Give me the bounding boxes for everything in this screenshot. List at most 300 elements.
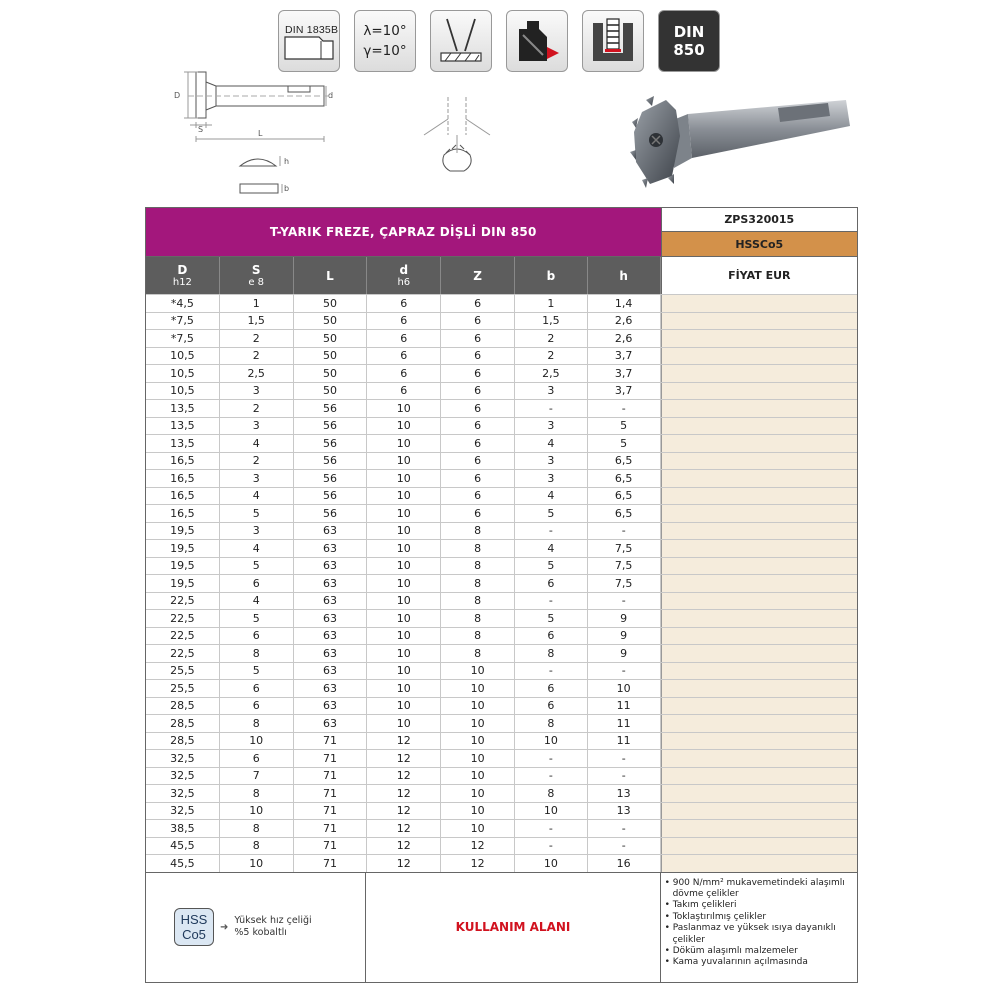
table-cell: 56: [294, 505, 368, 522]
table-cell: 10: [588, 680, 661, 697]
table-cell: 13,5: [146, 418, 220, 435]
table-cell: 5: [588, 435, 661, 452]
table-row: [146, 347, 857, 365]
price-cell: [661, 803, 857, 820]
table-cell: 25,5: [146, 663, 220, 680]
table-cell: 5: [515, 610, 588, 627]
table-cell: 6,5: [588, 470, 661, 487]
price-cell: [661, 313, 857, 330]
header-h: h: [588, 257, 661, 294]
table-cell: 63: [294, 593, 368, 610]
table-cell: 8: [441, 628, 515, 645]
table-cell: 5: [220, 505, 294, 522]
table-cell: -: [515, 768, 588, 785]
table-cell: 71: [294, 750, 368, 767]
price-cell: [661, 365, 857, 382]
table-cell: 3,7: [588, 348, 661, 365]
hss-co5-badge: HSS Co5: [174, 908, 214, 946]
table-cell: 8: [515, 785, 588, 802]
table-row: [146, 644, 857, 662]
table-cell: 25,5: [146, 680, 220, 697]
table-cell: 71: [294, 803, 368, 820]
table-cell: 50: [294, 365, 368, 382]
table-cell: 10: [367, 628, 441, 645]
price-cell: [661, 628, 857, 645]
table-cell: 12: [367, 820, 441, 837]
table-cell: 12: [367, 750, 441, 767]
table-cell: 63: [294, 715, 368, 732]
header-L: L: [294, 257, 368, 294]
table-cell: 19,5: [146, 523, 220, 540]
table-cell: 6: [441, 435, 515, 452]
table-row: [146, 837, 857, 855]
table-cell: 6: [441, 348, 515, 365]
table-cell: 6: [515, 628, 588, 645]
table-cell: -: [588, 523, 661, 540]
price-cell: [661, 505, 857, 522]
table-cell: 4: [220, 435, 294, 452]
price-cell: [661, 750, 857, 767]
table-cell: 6: [220, 750, 294, 767]
price-cell: [661, 733, 857, 750]
price-cell: [661, 418, 857, 435]
table-cell: 10: [367, 435, 441, 452]
table-cell: 8: [441, 523, 515, 540]
table-cell: 2,5: [220, 365, 294, 382]
table-cell: 63: [294, 698, 368, 715]
table-cell: 63: [294, 575, 368, 592]
arrow-icon: ➜: [220, 921, 229, 933]
table-cell: 10: [367, 488, 441, 505]
table-cell: 63: [294, 645, 368, 662]
table-cell: 6: [367, 295, 441, 312]
table-row: [146, 784, 857, 802]
price-cell: [661, 680, 857, 697]
table-cell: 50: [294, 383, 368, 400]
table-cell: 10: [367, 610, 441, 627]
table-cell: 6: [441, 400, 515, 417]
price-cell: [661, 348, 857, 365]
header-b: b: [515, 257, 588, 294]
table-row: [146, 679, 857, 697]
table-cell: 10: [441, 698, 515, 715]
table-cell: 10,5: [146, 348, 220, 365]
table-cell: 8: [220, 838, 294, 855]
table-cell: 3,7: [588, 383, 661, 400]
table-cell: -: [588, 593, 661, 610]
table-cell: -: [515, 838, 588, 855]
price-cell: [661, 330, 857, 347]
table-cell: 71: [294, 768, 368, 785]
table-cell: 22,5: [146, 645, 220, 662]
table-cell: 5: [515, 505, 588, 522]
table-cell: 2: [220, 400, 294, 417]
price-cell: [661, 768, 857, 785]
table-row: [146, 732, 857, 750]
table-cell: 16,5: [146, 470, 220, 487]
table-row: [146, 469, 857, 487]
table-cell: 6: [220, 698, 294, 715]
material-label: HSSCo5: [661, 232, 857, 256]
table-cell: 10: [441, 680, 515, 697]
usage-item: • 900 N/mm² mukavemetindeki alaşımlı dövme çelikler: [664, 877, 845, 899]
svg-text:b: b: [284, 184, 290, 193]
table-cell: 3: [515, 453, 588, 470]
table-row: [146, 854, 857, 872]
table-row: [146, 714, 857, 732]
svg-text:L: L: [258, 129, 263, 138]
price-cell: [661, 400, 857, 417]
table-cell: 6: [367, 383, 441, 400]
din-1835b-icon: DIN 1835B: [278, 10, 340, 72]
table-cell: 7,5: [588, 575, 661, 592]
table-cell: 56: [294, 435, 368, 452]
table-row: [146, 312, 857, 330]
cutting-angle-icon: [430, 10, 492, 72]
usage-item: • Toklaştırılmış çelikler: [664, 911, 767, 922]
table-cell: 2,5: [515, 365, 588, 382]
table-cell: 1,4: [588, 295, 661, 312]
table-cell: 8: [515, 645, 588, 662]
table-cell: 6: [220, 628, 294, 645]
table-row: [146, 329, 857, 347]
table-cell: 10: [367, 540, 441, 557]
table-cell: 63: [294, 523, 368, 540]
table-cell: -: [588, 838, 661, 855]
table-cell: 63: [294, 558, 368, 575]
table-cell: -: [515, 820, 588, 837]
table-row: [146, 434, 857, 452]
table-row: [146, 802, 857, 820]
table-cell: 2,6: [588, 313, 661, 330]
price-cell: [661, 470, 857, 487]
table-cell: 11: [588, 698, 661, 715]
usage-label: KULLANIM ALANI: [366, 873, 660, 982]
technical-drawing: [168, 70, 338, 200]
table-cell: 4: [220, 488, 294, 505]
price-cell: [661, 435, 857, 452]
table-cell: 8: [220, 785, 294, 802]
table-cell: 3: [220, 470, 294, 487]
table-row: [146, 819, 857, 837]
table-cell: 10: [441, 785, 515, 802]
table-cell: 6: [515, 575, 588, 592]
table-row: [146, 557, 857, 575]
usage-item: • Paslanmaz ve yüksek ısıya dayanıklı çelikler: [664, 923, 836, 945]
table-cell: 5: [220, 663, 294, 680]
table-cell: 1: [220, 295, 294, 312]
price-cell: [661, 698, 857, 715]
table-cell: 32,5: [146, 785, 220, 802]
din-850-icon: DIN 850: [658, 10, 720, 72]
table-cell: 6: [367, 365, 441, 382]
table-row: [146, 539, 857, 557]
header-S: S e 8: [220, 257, 294, 294]
table-cell: 8: [220, 715, 294, 732]
price-cell: [661, 820, 857, 837]
table-cell: 8: [515, 715, 588, 732]
table-cell: 16: [588, 855, 661, 872]
table-cell: 1,5: [220, 313, 294, 330]
table-cell: 8: [220, 820, 294, 837]
svg-text:d: d: [328, 91, 334, 100]
table-cell: *7,5: [146, 330, 220, 347]
table-cell: 6: [441, 470, 515, 487]
table-cell: 12: [367, 838, 441, 855]
table-cell: 13,5: [146, 400, 220, 417]
table-cell: 16,5: [146, 488, 220, 505]
table-cell: -: [588, 750, 661, 767]
table-cell: 6: [220, 680, 294, 697]
table-cell: 6: [441, 453, 515, 470]
table-body: [146, 294, 857, 872]
product-code: ZPS320015: [661, 208, 857, 232]
table-cell: 10: [367, 663, 441, 680]
table-cell: 56: [294, 488, 368, 505]
price-cell: [661, 610, 857, 627]
table-cell: 6: [367, 348, 441, 365]
table-cell: *4,5: [146, 295, 220, 312]
table-cell: 10,5: [146, 365, 220, 382]
table-cell: 4: [220, 540, 294, 557]
table-row: [146, 417, 857, 435]
table-cell: -: [588, 663, 661, 680]
table-row: [146, 487, 857, 505]
table-cell: 2: [220, 330, 294, 347]
table-cell: 32,5: [146, 768, 220, 785]
coating-icon: [506, 10, 568, 72]
table-cell: 9: [588, 628, 661, 645]
table-cell: 12: [367, 785, 441, 802]
table-cell: 3: [220, 523, 294, 540]
table-cell: 56: [294, 400, 368, 417]
table-cell: 6: [441, 418, 515, 435]
table-cell: 5: [220, 610, 294, 627]
table-row: [146, 662, 857, 680]
table-cell: 6: [515, 698, 588, 715]
price-cell: [661, 453, 857, 470]
table-cell: 8: [441, 540, 515, 557]
table-cell: 32,5: [146, 803, 220, 820]
table-cell: 2: [220, 453, 294, 470]
table-cell: 63: [294, 610, 368, 627]
table-cell: 13: [588, 803, 661, 820]
price-cell: [661, 715, 857, 732]
table-cell: 12: [367, 855, 441, 872]
table-row: [146, 574, 857, 592]
table-cell: 9: [588, 645, 661, 662]
table-cell: 6: [441, 313, 515, 330]
table-cell: 4: [515, 435, 588, 452]
table-cell: -: [588, 400, 661, 417]
table-cell: 10: [367, 453, 441, 470]
table-cell: 3: [220, 383, 294, 400]
svg-text:h: h: [284, 157, 290, 166]
feature-icons: [278, 10, 720, 72]
table-cell: 10: [367, 558, 441, 575]
table-cell: 6: [441, 295, 515, 312]
table-cell: 10: [220, 733, 294, 750]
price-cell: [661, 838, 857, 855]
table-cell: 56: [294, 418, 368, 435]
table-cell: 3: [515, 383, 588, 400]
table-row: [146, 592, 857, 610]
table-row: [146, 399, 857, 417]
table-cell: 50: [294, 330, 368, 347]
header-d: d h6: [367, 257, 441, 294]
table-cell: 56: [294, 470, 368, 487]
table-cell: 10: [441, 733, 515, 750]
table-cell: 3: [515, 470, 588, 487]
table-cell: 38,5: [146, 820, 220, 837]
table-cell: 1: [515, 295, 588, 312]
table-cell: 22,5: [146, 628, 220, 645]
table-cell: 6,5: [588, 505, 661, 522]
table-cell: 5: [515, 558, 588, 575]
table-cell: 10: [367, 645, 441, 662]
table-cell: 6: [441, 365, 515, 382]
product-table: [145, 207, 858, 983]
table-cell: 50: [294, 313, 368, 330]
table-cell: 10: [441, 803, 515, 820]
price-cell: [661, 383, 857, 400]
table-cell: 10: [367, 523, 441, 540]
price-cell: [661, 663, 857, 680]
table-cell: 12: [367, 733, 441, 750]
table-cell: 8: [220, 645, 294, 662]
usage-item: • Döküm alaşımlı malzemeler: [664, 945, 798, 956]
table-cell: 28,5: [146, 698, 220, 715]
price-cell: [661, 575, 857, 592]
table-cell: 56: [294, 453, 368, 470]
table-cell: -: [515, 593, 588, 610]
table-footer: [146, 872, 857, 982]
table-cell: 12: [441, 838, 515, 855]
table-cell: 10: [367, 470, 441, 487]
table-cell: 32,5: [146, 750, 220, 767]
table-cell: 2,6: [588, 330, 661, 347]
table-row: [146, 749, 857, 767]
table-cell: 10: [220, 803, 294, 820]
table-cell: 22,5: [146, 593, 220, 610]
table-row: [146, 504, 857, 522]
table-cell: -: [588, 820, 661, 837]
price-cell: [661, 785, 857, 802]
table-row: [146, 767, 857, 785]
table-cell: 16,5: [146, 505, 220, 522]
table-cell: 4: [515, 540, 588, 557]
table-row: [146, 382, 857, 400]
price-cell: [661, 558, 857, 575]
table-cell: 10: [515, 803, 588, 820]
usage-list: [661, 873, 857, 982]
price-cell: [661, 523, 857, 540]
table-cell: 6: [441, 488, 515, 505]
table-cell: 22,5: [146, 610, 220, 627]
price-cell: [661, 488, 857, 505]
table-cell: 45,5: [146, 838, 220, 855]
table-cell: 10: [367, 575, 441, 592]
table-cell: 10: [367, 593, 441, 610]
table-cell: 4: [515, 488, 588, 505]
table-cell: 10: [515, 855, 588, 872]
table-cell: 19,5: [146, 575, 220, 592]
cutter-detail-drawing: [420, 95, 500, 175]
table-cell: 6: [515, 680, 588, 697]
table-cell: 8: [441, 610, 515, 627]
table-cell: 2: [515, 330, 588, 347]
table-cell: 11: [588, 733, 661, 750]
table-cell: 3,7: [588, 365, 661, 382]
price-cell: [661, 593, 857, 610]
table-cell: 16,5: [146, 453, 220, 470]
table-cell: 12: [367, 803, 441, 820]
table-cell: 6,5: [588, 488, 661, 505]
table-cell: 2: [515, 348, 588, 365]
table-cell: 10: [367, 680, 441, 697]
table-cell: 10: [367, 505, 441, 522]
table-cell: 71: [294, 820, 368, 837]
price-cell: [661, 855, 857, 872]
usage-item: • Takım çelikleri: [664, 900, 737, 911]
price-cell: [661, 645, 857, 662]
table-cell: 8: [441, 593, 515, 610]
table-cell: 10: [441, 663, 515, 680]
table-cell: 10: [367, 698, 441, 715]
table-row: [146, 522, 857, 540]
material-legend: [146, 873, 366, 982]
table-cell: 28,5: [146, 733, 220, 750]
svg-text:D: D: [174, 91, 181, 100]
table-row: [146, 627, 857, 645]
table-cell: 13,5: [146, 435, 220, 452]
table-header: [146, 256, 857, 294]
table-row: [146, 609, 857, 627]
table-cell: 63: [294, 540, 368, 557]
table-cell: 12: [441, 855, 515, 872]
angle-icon: λ=10° γ=10°: [354, 10, 416, 72]
table-cell: 8: [441, 645, 515, 662]
table-row: [146, 364, 857, 382]
header-Z: Z: [441, 257, 515, 294]
table-cell: 13: [588, 785, 661, 802]
table-cell: 6: [441, 505, 515, 522]
table-cell: 8: [441, 575, 515, 592]
table-cell: 2: [220, 348, 294, 365]
table-cell: 3: [220, 418, 294, 435]
table-cell: 6: [367, 330, 441, 347]
table-cell: 10: [367, 715, 441, 732]
table-cell: 1,5: [515, 313, 588, 330]
table-cell: 71: [294, 785, 368, 802]
table-cell: 10: [441, 820, 515, 837]
table-cell: 3: [515, 418, 588, 435]
table-cell: 10: [367, 400, 441, 417]
table-cell: 5: [220, 558, 294, 575]
table-cell: 19,5: [146, 558, 220, 575]
table-cell: 8: [441, 558, 515, 575]
table-cell: 7,5: [588, 540, 661, 557]
table-cell: 63: [294, 680, 368, 697]
table-cell: 50: [294, 295, 368, 312]
table-cell: 10: [441, 715, 515, 732]
table-cell: 10: [515, 733, 588, 750]
table-cell: 71: [294, 855, 368, 872]
table-cell: 9: [588, 610, 661, 627]
table-cell: -: [515, 663, 588, 680]
table-cell: 6: [441, 330, 515, 347]
table-title: T-YARIK FREZE, ÇAPRAZ DİŞLİ DIN 850: [146, 208, 661, 256]
